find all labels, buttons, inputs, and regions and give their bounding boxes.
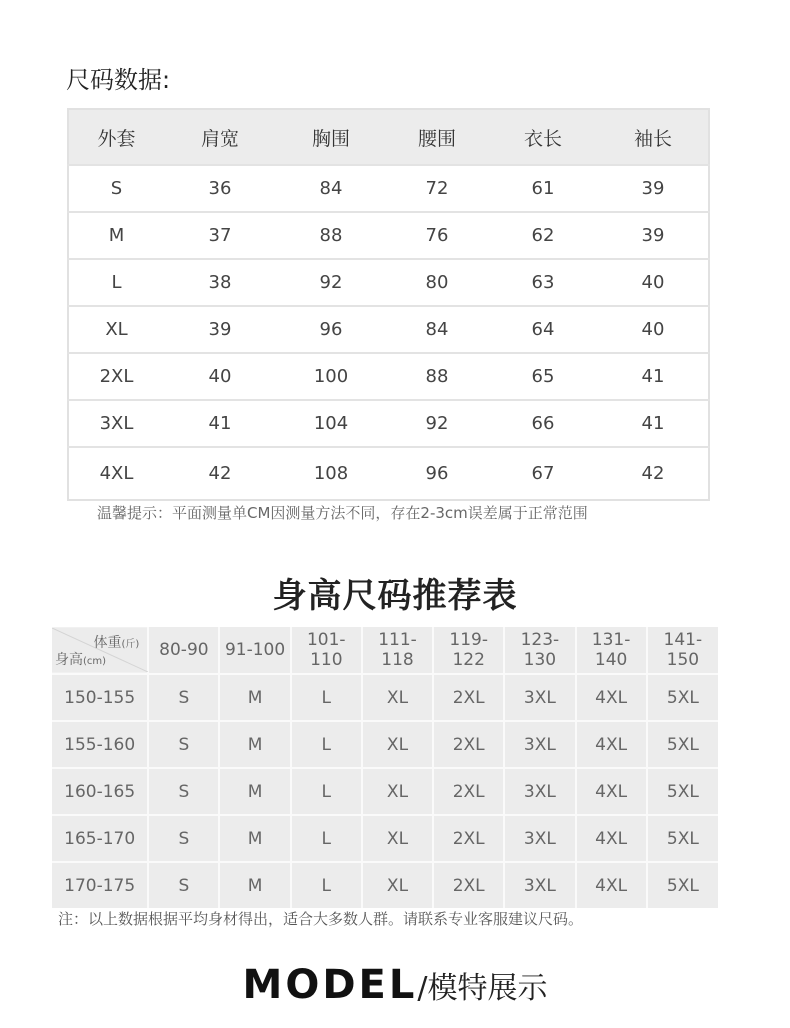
recommended-size-cell: S — [148, 721, 219, 768]
table-row — [68, 400, 709, 447]
measurement-cell: 39 — [164, 306, 276, 353]
measurement-cell: 92 — [276, 259, 386, 306]
measurement-cell: 96 — [276, 306, 386, 353]
recommended-size-cell: XL — [362, 674, 433, 721]
corner-height-unit: (cm) — [83, 656, 107, 667]
corner-cell — [52, 627, 148, 674]
measurement-cell: 84 — [276, 165, 386, 212]
table-row — [68, 306, 709, 353]
measurement-cell: 40 — [598, 259, 709, 306]
recommended-size-cell: L — [291, 862, 362, 908]
measurement-cell: 62 — [488, 212, 598, 259]
recommended-size-cell: 5XL — [647, 674, 718, 721]
recommended-size-cell: M — [219, 815, 290, 862]
recommended-size-cell: S — [148, 862, 219, 908]
weight-range-header: 80-90 — [148, 627, 219, 674]
height-range-cell: 155-160 — [52, 721, 148, 768]
column-header: 衣长 — [488, 109, 598, 165]
recommended-size-cell: 4XL — [576, 862, 647, 908]
table-row — [52, 721, 718, 768]
recommended-size-cell: 4XL — [576, 674, 647, 721]
weight-range-header: 141-150 — [647, 627, 718, 674]
measurement-cell: 38 — [164, 259, 276, 306]
measurement-cell: 41 — [598, 353, 709, 400]
measurement-cell: 67 — [488, 447, 598, 500]
table-row — [52, 674, 718, 721]
recommended-size-cell: L — [291, 768, 362, 815]
size-section-title: 尺码数据: — [66, 66, 171, 94]
corner-weight-unit: (斤) — [121, 639, 140, 650]
recommended-size-cell: 2XL — [433, 815, 504, 862]
recommended-size-cell: 4XL — [576, 815, 647, 862]
recommended-size-cell: XL — [362, 862, 433, 908]
measurement-cell: 61 — [488, 165, 598, 212]
recommend-header-row — [52, 627, 718, 674]
measurement-cell: 80 — [386, 259, 488, 306]
measurement-cell: 76 — [386, 212, 488, 259]
recommended-size-cell: XL — [362, 815, 433, 862]
measurement-cell: 88 — [276, 212, 386, 259]
measurement-cell: 108 — [276, 447, 386, 500]
recommended-size-cell: 5XL — [647, 721, 718, 768]
recommended-size-cell: L — [291, 674, 362, 721]
recommend-table-wrap — [52, 627, 718, 901]
height-range-cell: 170-175 — [52, 862, 148, 908]
recommend-title: 身高尺码推荐表 — [272, 576, 518, 616]
size-data-table — [67, 108, 710, 501]
model-title-en: MODEL — [242, 962, 418, 1008]
measurement-cell: 92 — [386, 400, 488, 447]
table-row — [68, 353, 709, 400]
recommended-size-cell: S — [148, 815, 219, 862]
measurement-cell: 100 — [276, 353, 386, 400]
measurement-cell: 42 — [164, 447, 276, 500]
size-label-cell: L — [68, 259, 164, 306]
measurement-cell: 41 — [164, 400, 276, 447]
recommend-note: 注：以上数据根据平均身材得出，适合大多数人群。请联系专业客服建议尺码。 — [58, 910, 584, 928]
recommended-size-cell: 2XL — [433, 674, 504, 721]
measurement-cell: 41 — [598, 400, 709, 447]
weight-range-header: 119-122 — [433, 627, 504, 674]
height-range-cell: 165-170 — [52, 815, 148, 862]
recommended-size-cell: L — [291, 721, 362, 768]
measurement-cell: 42 — [598, 447, 709, 500]
height-range-cell: 160-165 — [52, 768, 148, 815]
measurement-cell: 39 — [598, 165, 709, 212]
measurement-tip: 温馨提示：平面测量单CM因测量方法不同，存在2-3cm误差属于正常范围 — [97, 504, 588, 522]
recommended-size-cell: 5XL — [647, 862, 718, 908]
recommended-size-cell: S — [148, 674, 219, 721]
recommended-size-cell: 5XL — [647, 768, 718, 815]
size-label-cell: M — [68, 212, 164, 259]
table-row — [68, 447, 709, 500]
recommended-size-cell: 3XL — [504, 768, 575, 815]
size-label-cell: 3XL — [68, 400, 164, 447]
column-header: 肩宽 — [164, 109, 276, 165]
size-table-header-row — [68, 109, 709, 165]
table-row — [68, 259, 709, 306]
table-row — [68, 212, 709, 259]
recommended-size-cell: M — [219, 862, 290, 908]
measurement-cell: 39 — [598, 212, 709, 259]
measurement-cell: 84 — [386, 306, 488, 353]
measurement-cell: 66 — [488, 400, 598, 447]
table-row — [52, 815, 718, 862]
measurement-cell: 40 — [164, 353, 276, 400]
recommended-size-cell: 2XL — [433, 721, 504, 768]
measurement-cell: 63 — [488, 259, 598, 306]
recommended-size-cell: M — [219, 721, 290, 768]
recommend-table — [52, 627, 718, 908]
recommended-size-cell: 3XL — [504, 862, 575, 908]
recommended-size-cell: M — [219, 768, 290, 815]
recommended-size-cell: 4XL — [576, 721, 647, 768]
column-header: 外套 — [68, 109, 164, 165]
measurement-cell: 40 — [598, 306, 709, 353]
measurement-cell: 96 — [386, 447, 488, 500]
weight-range-header: 91-100 — [219, 627, 290, 674]
corner-height-label: 身高 — [55, 652, 83, 668]
weight-range-header: 131-140 — [576, 627, 647, 674]
model-title-cn: /模特展示 — [417, 971, 548, 1006]
corner-weight-label: 体重 — [93, 635, 122, 651]
height-range-cell: 150-155 — [52, 674, 148, 721]
measurement-cell: 65 — [488, 353, 598, 400]
recommended-size-cell: XL — [362, 768, 433, 815]
table-row — [52, 768, 718, 815]
measurement-cell: 104 — [276, 400, 386, 447]
recommended-size-cell: 5XL — [647, 815, 718, 862]
size-label-cell: 2XL — [68, 353, 164, 400]
recommended-size-cell: 3XL — [504, 815, 575, 862]
measurement-cell: 36 — [164, 165, 276, 212]
weight-range-header: 101-110 — [291, 627, 362, 674]
measurement-cell: 72 — [386, 165, 488, 212]
column-header: 胸围 — [276, 109, 386, 165]
weight-range-header: 123-130 — [504, 627, 575, 674]
table-row — [52, 862, 718, 908]
column-header: 袖长 — [598, 109, 709, 165]
measurement-cell: 37 — [164, 212, 276, 259]
measurement-cell: 64 — [488, 306, 598, 353]
recommended-size-cell: 2XL — [433, 862, 504, 908]
column-header: 腰围 — [386, 109, 488, 165]
model-heading — [0, 962, 790, 1008]
recommended-size-cell: 3XL — [504, 674, 575, 721]
recommended-size-cell: XL — [362, 721, 433, 768]
table-row — [68, 165, 709, 212]
weight-range-header: 111-118 — [362, 627, 433, 674]
recommended-size-cell: L — [291, 815, 362, 862]
size-label-cell: 4XL — [68, 447, 164, 500]
recommended-size-cell: 4XL — [576, 768, 647, 815]
recommended-size-cell: S — [148, 768, 219, 815]
recommended-size-cell: 2XL — [433, 768, 504, 815]
size-label-cell: S — [68, 165, 164, 212]
measurement-cell: 88 — [386, 353, 488, 400]
size-label-cell: XL — [68, 306, 164, 353]
recommended-size-cell: 3XL — [504, 721, 575, 768]
recommended-size-cell: M — [219, 674, 290, 721]
